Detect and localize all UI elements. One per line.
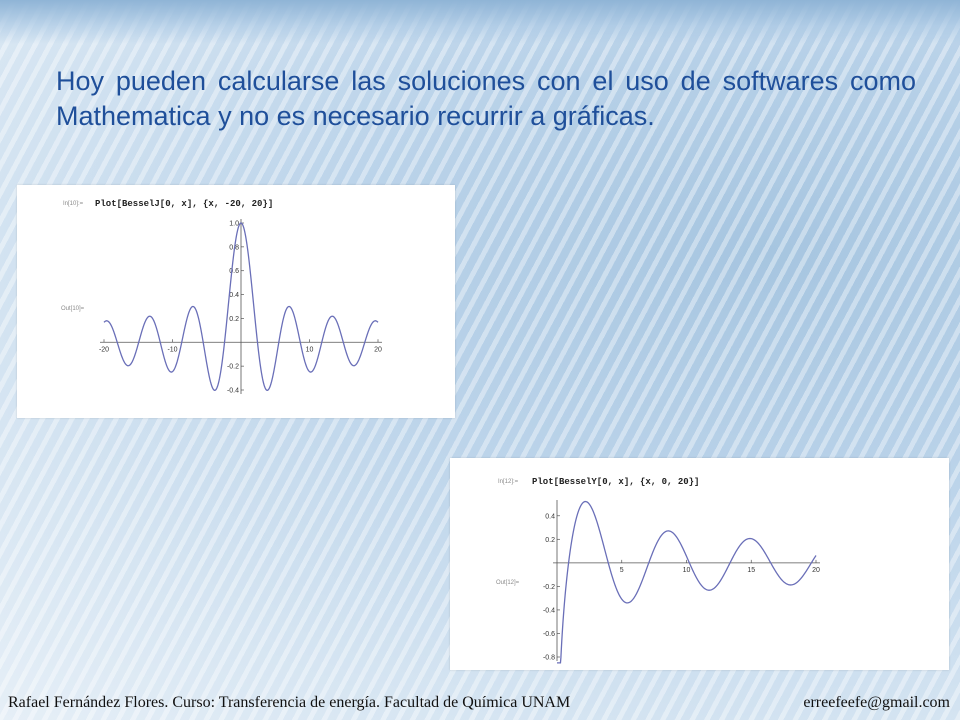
header-band [0,0,960,44]
footer [0,692,960,720]
y-tick-label: 0.2 [545,536,555,544]
besselj-plot [17,185,455,418]
y-tick-label: -0.4 [226,387,239,395]
y-tick-label: 0.8 [229,244,239,252]
footer-author: Rafael Fernández Flores. Curso: Transferencia de energía. Facultad de Química UNAM [8,694,571,711]
bessely-plot-panel [450,458,949,670]
x-tick-label: 5 [619,566,624,574]
input-code: Plot[BesselJ[0, x], {x, -20, 20}] [95,199,274,209]
x-tick-label: 10 [682,566,691,574]
slide-title: Hoy pueden calcularse las soluciones con el uso de softwares como Mathematica y no es necesario recurrir a gráficas. [56,66,916,131]
input-code: Plot[BesselY[0, x], {x, 0, 20}] [532,477,700,487]
x-tick-label: 10 [305,346,314,354]
besselj-plot-panel [17,185,455,418]
y-tick-label: 0.6 [229,268,239,276]
y-tick-label: 1.0 [229,220,239,228]
series-line [557,502,816,663]
bessely-plot [450,458,949,670]
x-tick-label: -10 [167,346,178,354]
input-label: In[12]:= [498,479,519,485]
y-tick-label: -0.4 [542,607,555,615]
x-tick-label: -20 [98,346,110,354]
input-label: In[10]:= [63,201,84,207]
y-tick-label: -0.2 [542,583,555,591]
y-tick-label: 0.4 [545,513,555,521]
footer-email: erreefeefe@gmail.com [803,694,950,711]
y-tick-label: -0.6 [542,630,555,638]
y-tick-label: 0.4 [229,292,239,300]
y-tick-label: -0.8 [542,654,555,662]
output-label: Out[12]= [496,580,520,586]
x-tick-label: 20 [374,346,382,354]
x-tick-label: 20 [812,566,820,574]
x-tick-label: 15 [747,566,756,574]
y-tick-label: -0.2 [226,363,239,371]
output-label: Out[10]= [61,306,85,312]
y-tick-label: 0.2 [229,315,239,323]
